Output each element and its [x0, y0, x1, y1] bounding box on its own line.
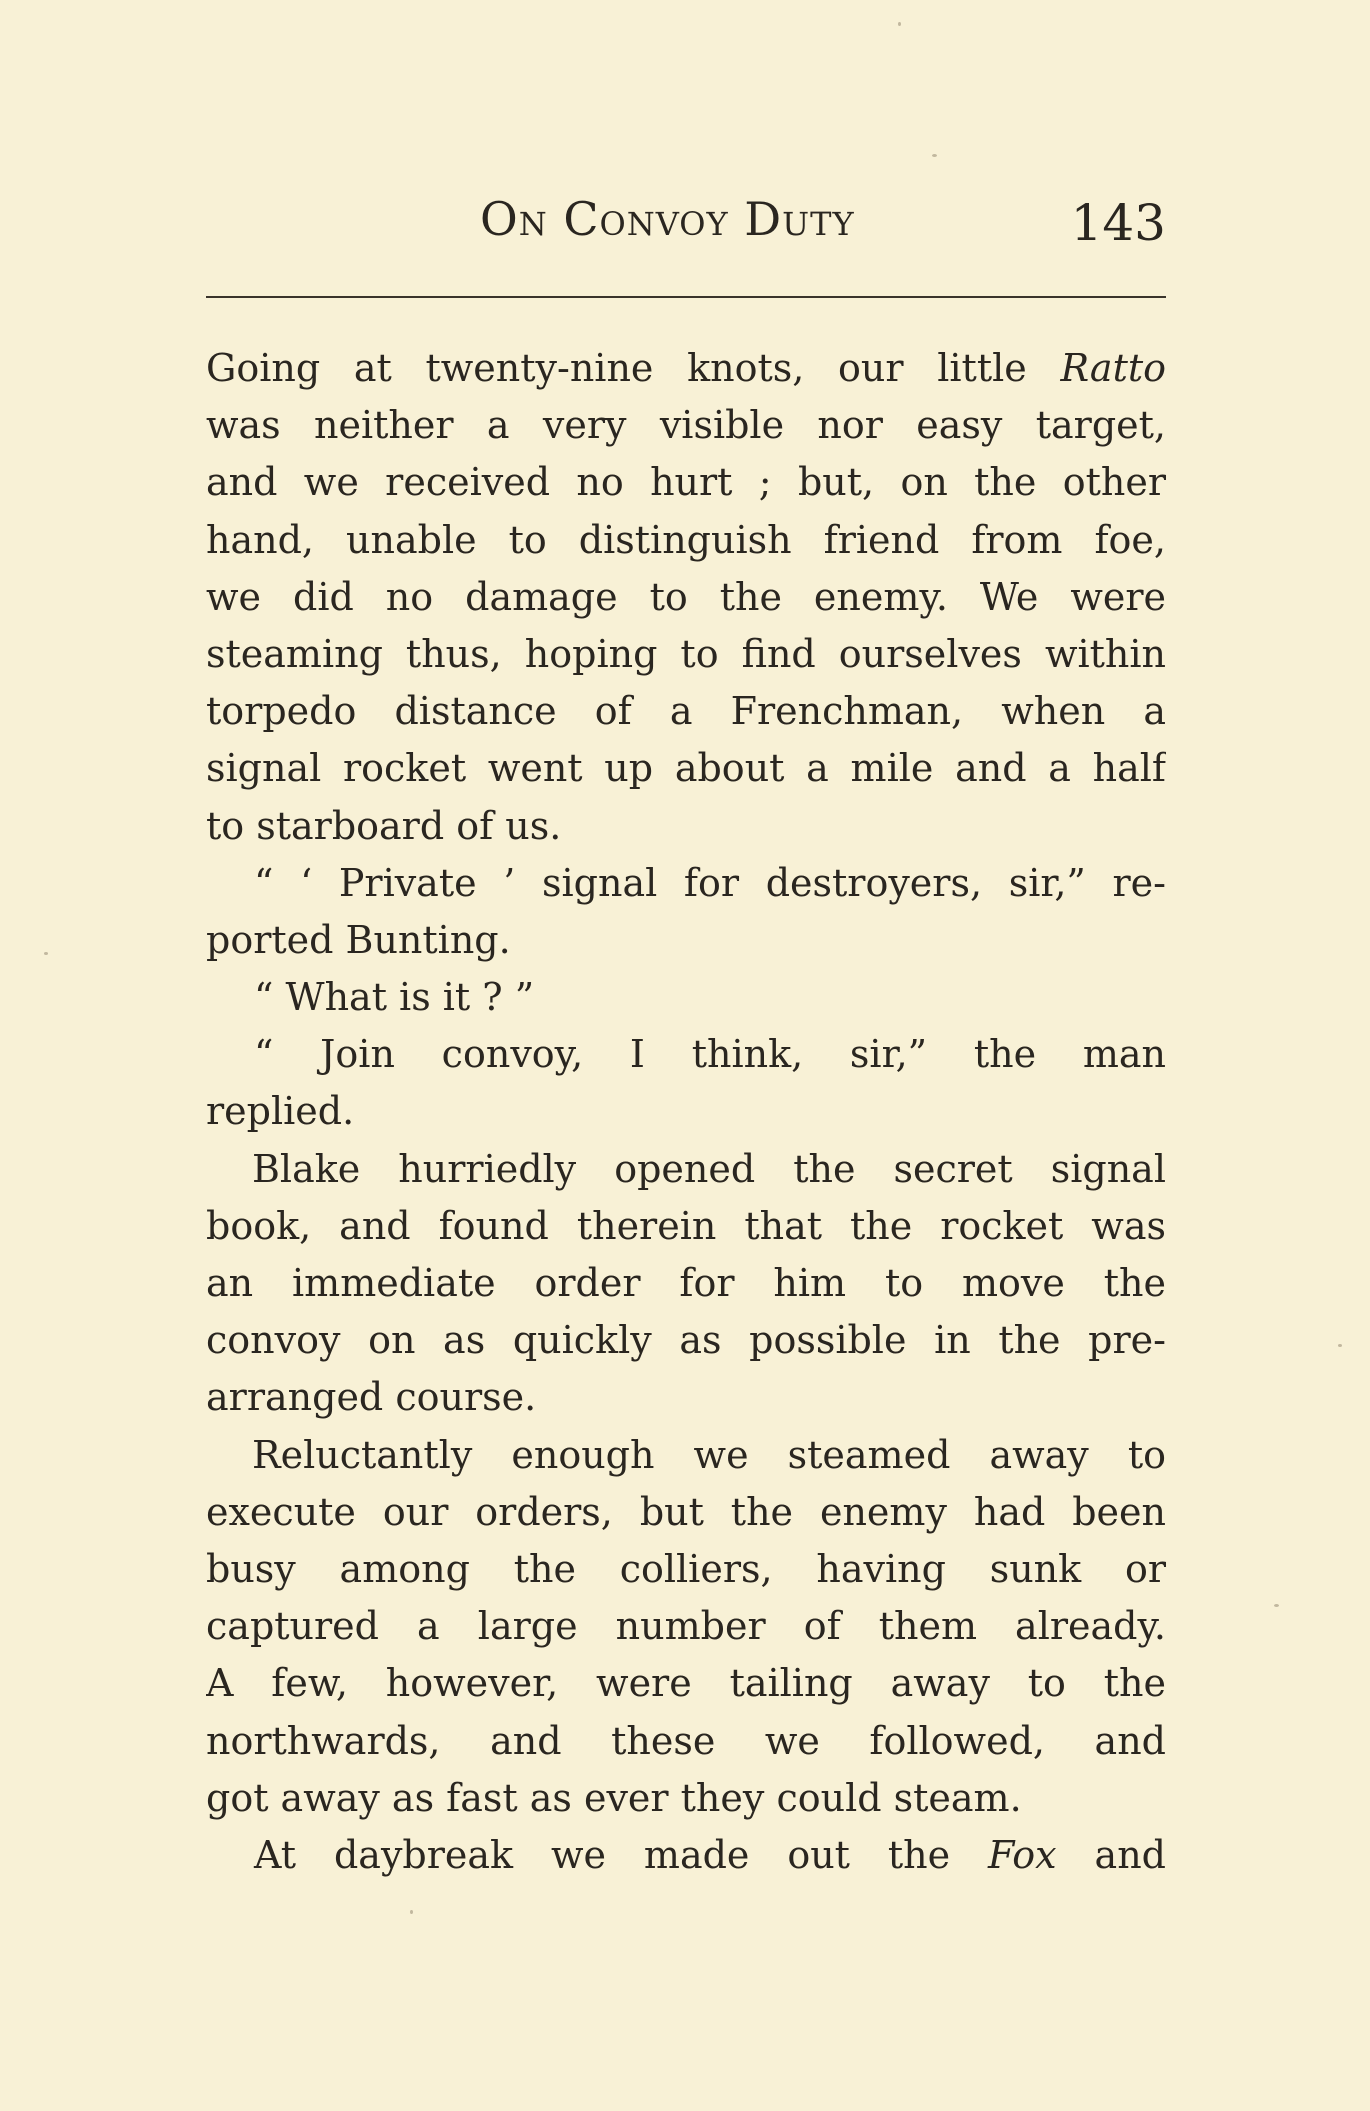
- page-header: [206, 182, 1166, 256]
- text-line: ported Bunting.: [206, 917, 511, 962]
- text-line: got away as fast as ever they could steam.: [206, 1775, 1022, 1820]
- paper-speck: [1274, 1604, 1279, 1607]
- page-number: 143: [1070, 194, 1166, 252]
- text-line: we did no damage to the enemy. We were: [206, 574, 1166, 619]
- paper-speck: [932, 154, 937, 157]
- text-line: Blake hurriedly opened the secret signal: [252, 1146, 1166, 1191]
- text-line: At daybreak we made out the Fox and: [254, 1832, 1166, 1877]
- text-line: arranged course.: [206, 1375, 537, 1420]
- text-line: execute our orders, but the enemy had been: [206, 1489, 1166, 1534]
- running-title: On Convoy Duty: [480, 192, 855, 246]
- text-line: signal rocket went up about a mile and a half: [206, 746, 1166, 791]
- text-line: steaming thus, hoping to find ourselves within: [206, 631, 1166, 676]
- text-line: convoy on as quickly as possible in the pre-: [206, 1318, 1166, 1363]
- text-line: A few, however, were tailing away to the: [206, 1661, 1166, 1706]
- text-line: busy among the colliers, having sunk or: [206, 1546, 1166, 1591]
- italic-ship-name: Ratto: [1060, 346, 1166, 390]
- text-line: torpedo distance of a Frenchman, when a: [206, 689, 1166, 734]
- paper-speck: [1338, 1344, 1342, 1347]
- text-line: captured a large number of them already.: [206, 1604, 1166, 1649]
- text-line: Going at twenty-nine knots, our little Ratto: [206, 346, 1166, 390]
- body-text: [206, 340, 1166, 1884]
- paper-speck: [410, 1910, 413, 1914]
- text-line: replied.: [206, 1089, 355, 1134]
- text-line: “ ‘ Private ’ signal for destroyers, sir,” re-: [254, 860, 1166, 905]
- text-line: book, and found therein that the rocket was: [206, 1203, 1166, 1248]
- text-line: an immediate order for him to move the: [206, 1261, 1166, 1305]
- text-line: northwards, and these we followed, and: [206, 1718, 1166, 1763]
- text-line: “ What is it ? ”: [254, 975, 535, 1020]
- italic-ship-name: Fox: [988, 1832, 1057, 1877]
- header-rule: [206, 296, 1166, 298]
- text-line: and we received no hurt ; but, on the other: [206, 460, 1166, 505]
- text-line: Reluctantly enough we steamed away to: [252, 1432, 1166, 1477]
- paper-speck: [44, 952, 48, 955]
- paper-speck: [898, 22, 901, 26]
- text-line: hand, unable to distinguish friend from foe,: [206, 517, 1166, 562]
- text-line: “ Join convoy, I think, sir,” the man: [254, 1032, 1166, 1077]
- text-line: was neither a very visible nor easy target,: [206, 403, 1166, 448]
- text-line: to starboard of us.: [206, 803, 562, 848]
